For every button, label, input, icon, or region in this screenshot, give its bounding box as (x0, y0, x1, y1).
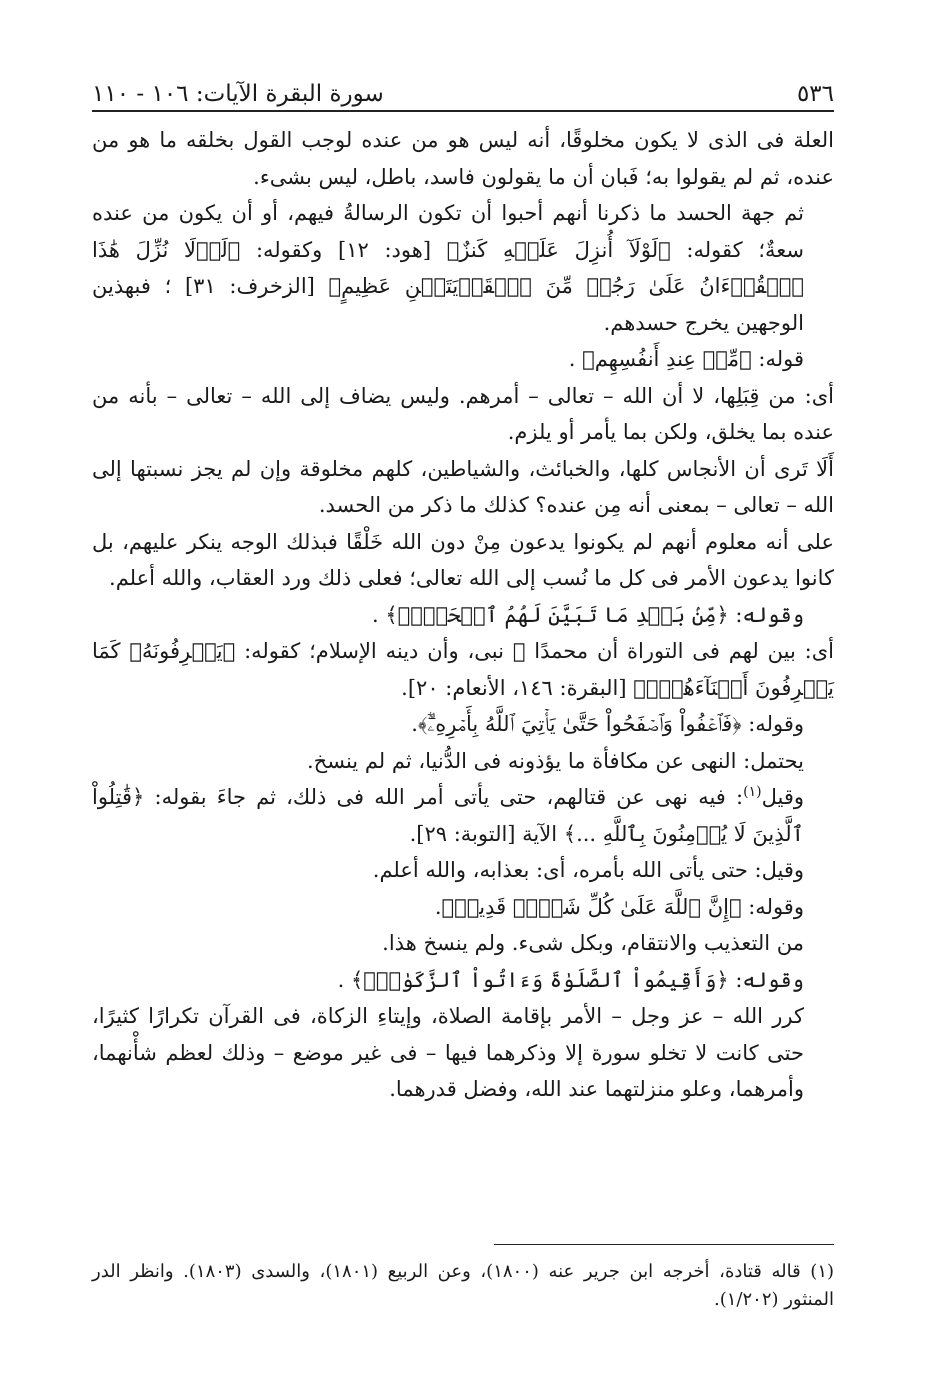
paragraph: من التعذيب والانتقام، وبكل شىء. ولم ينسخ هذا. (382, 931, 804, 955)
paragraph: أَلَا تَرى أن الأنجاس كلها، والخبائث، والشياطين، كلهم مخلوقة وإن لم يجز نسبتها إلى الله – تعالى – بمعنى أنه مِن عنده؟ كذلك ما ذكر من الحسد. (92, 456, 834, 517)
paragraph-text: : فيه نهى عن قتالهم، حتى يأتى أمر الله فى ذلك، ثم جاءَ بقوله: ﴿قَٰتِلُواْ ٱلَّذِينَ لَا يُؤۡمِنُونَ بِٱللَّهِ ...﴾ الآية [التوبة: ٢٩]. (92, 785, 804, 846)
paragraph-with-footnote-ref (92, 779, 834, 852)
paragraph: يحتمل: النهى عن مكافأة ما يؤذونه فى الدُّنيا، ثم لم ينسخ. (307, 748, 804, 773)
main-text (92, 122, 834, 1108)
footnote: (١) قاله قتادة، أخرجه ابن جرير عنه (١٨٠٠)، وعن الربيع (١٨٠١)، والسدى (١٨٠٣). وانظر الدر المنثور (١/٢٠٢). (92, 1261, 835, 1310)
header-divider (92, 110, 834, 112)
paragraph: ثم جهة الحسد ما ذكرنا أنهم أحبوا أن تكون الرسالةُ فيهم، أو أن يكون من عنده سعةٌ؛ كقوله: ﴿لَوْلَآ أُنزِلَ عَلَيۡهِ كَنزٌ﴾ [هود: ١٢] وكقوله: ﴿لَوۡلَا نُزِّلَ هَٰذَا ٱلۡقُرۡءَانُ عَلَىٰ رَجُلٖ مِّنَ ٱلۡقَرۡيَتَيۡنِ عَظِيمٍ﴾ [الزخرف: ٣١] ؛ فبهذين الوجهين يخرج حسدهم. (92, 201, 804, 335)
footnote-reference: (١) (743, 784, 762, 800)
running-header (92, 66, 834, 110)
paragraph: وقوله: ﴿وَأَقِيمُواْ ٱلصَّلَوٰةَ وَءَاتُواْ ٱلزَّكَوٰةَۚ﴾ . (337, 967, 804, 992)
paragraph: كرر الله – عز وجل – الأمر بإقامة الصلاة، وإيتاءِ الزكاة، فى القرآن تكرارًا كثيرًا، حتى كانت لا تخلو سورة إلا وذكرهما فيها – فى غير موضع – وذلك لعظم شأْنهما، وأمرهما، وعلو منزلتهما عند الله، وفضل قدرهما. (92, 1004, 804, 1101)
paragraph: وقوله: ﴿مِّنۢ بَعۡدِ مَا تَبَيَّنَ لَهُمُ ٱلۡحَقُّۖ﴾ . (372, 602, 804, 627)
paragraph: وقوله: ﴿إِنَّ ٱللَّهَ عَلَىٰ كُلِّ شَيۡءٖ قَدِيرٞ﴾. (434, 894, 804, 919)
chapter-title: سورة البقرة الآيات: ١٠٦ - ١١٠ (92, 81, 384, 107)
paragraph: على أنه معلوم أنهم لم يكونوا يدعون مِنْ دون الله خَلْقًا فبذلك الوجه ينكر عليهم، بل كانوا يدعون الأمر فى كل ما نُسب إلى الله تعالى؛ فعلى ذلك ورد العقاب، والله أعلم. (92, 529, 834, 590)
paragraph: قوله: ﴿مِّنۡ عِندِ أَنفُسِهِم﴾ . (568, 347, 804, 371)
paragraph: وقيل: حتى يأتى الله بأمره، أى: بعذابه، والله أعلم. (372, 858, 804, 882)
paragraph: العلة فى الذى لا يكون مخلوقًا، أنه ليس هو من عنده لوجب القول بخلقه ما هو من عنده، ثم لم يقولوا به؛ فَبان أن ما يقولون فاسد، باطل، ليس بشىء. (92, 128, 834, 189)
paragraph: أى: بين لهم فى التوراة أن محمدًا ﷺ نبى، وأن دينه الإسلام؛ كقوله: ﴿يَعۡرِفُونَهُۥ كَمَا يَعۡرِفُونَ أَبۡنَآءَهُمۡۖ﴾ [البقرة: ١٤٦، الأنعام: ٢٠]. (92, 639, 834, 700)
paragraph: وقوله: ﴿فَٱعۡفُواْ وَٱصۡفَحُواْ حَتَّىٰ يَأۡتِيَ ٱللَّهُ بِأَمۡرِهِۦٓۗ﴾. (411, 712, 804, 736)
paragraph-text: وقيل (761, 785, 804, 809)
paragraph: أى: من قِبَلِها، لا أن الله – تعالى – أمرهم. وليس يضاف إلى الله – تعالى – بأنه من عنده بما يخلق، ولكن بما يأمر أو يلزم. (92, 383, 834, 444)
page-number: ٥٣٦ (796, 81, 834, 107)
footnote-divider (494, 1244, 834, 1245)
